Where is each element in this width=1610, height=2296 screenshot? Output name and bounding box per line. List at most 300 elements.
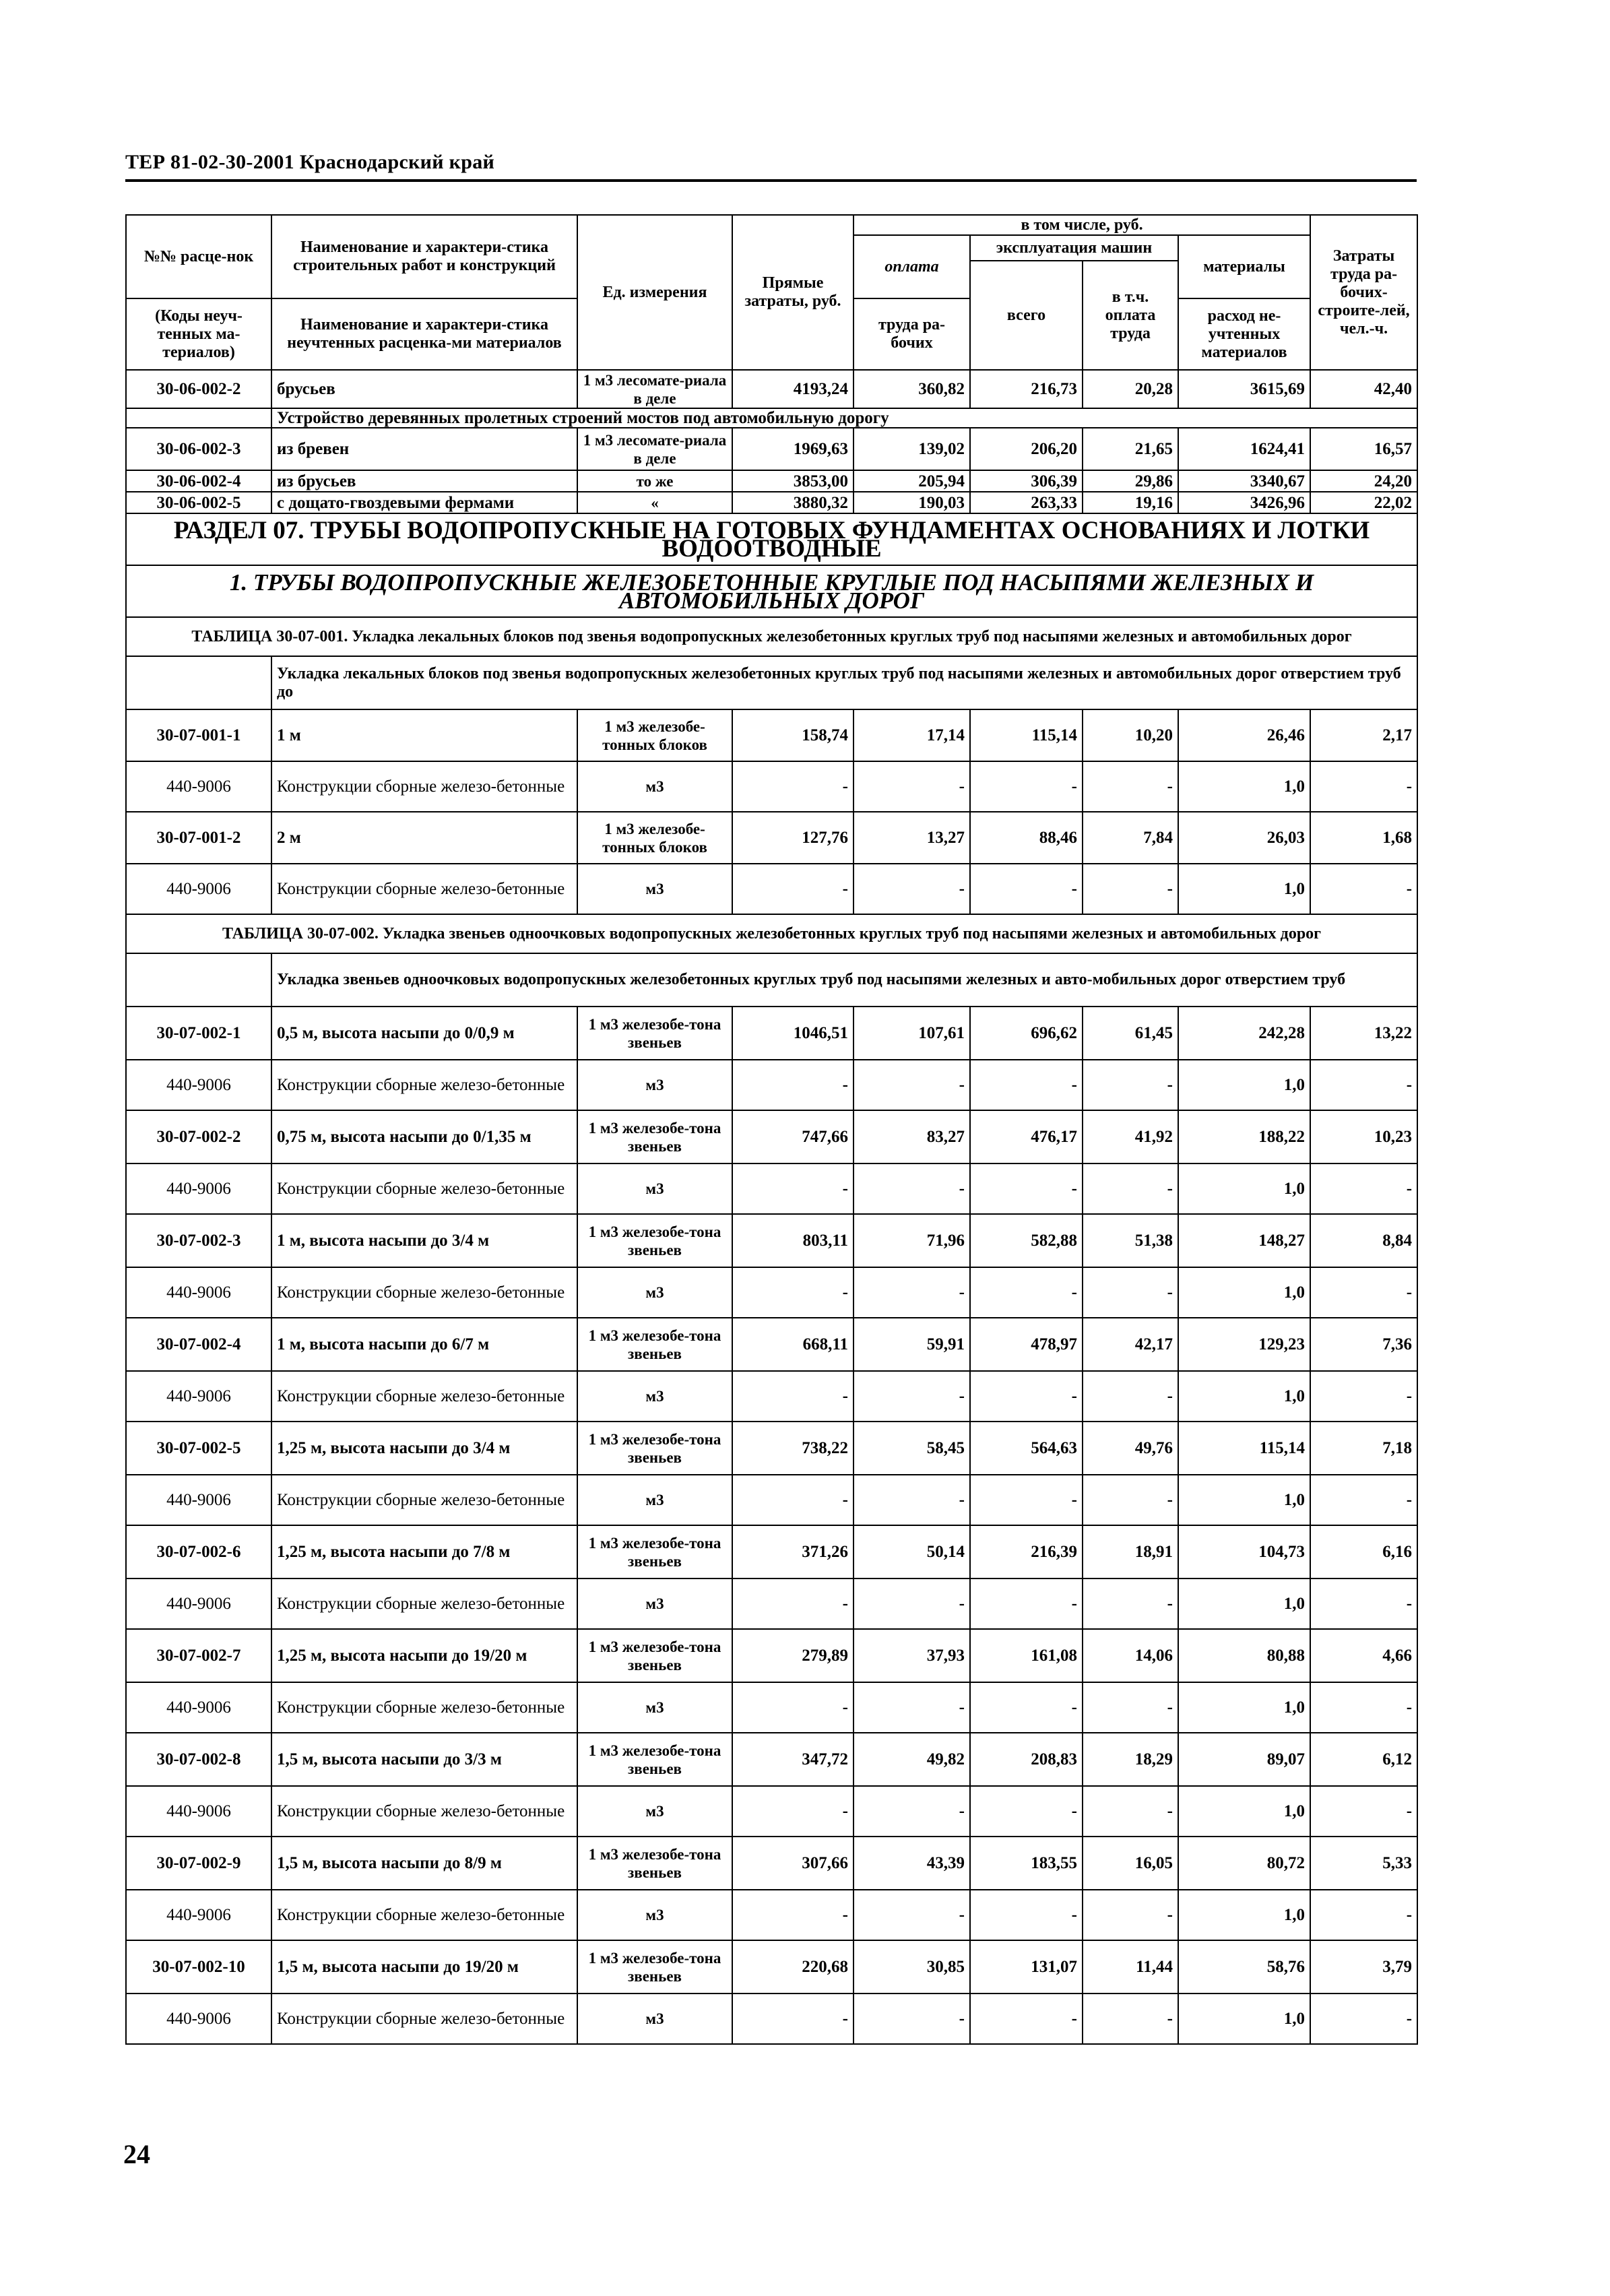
labor-pay: 37,93 <box>854 1629 970 1682</box>
unit: 1 м3 железобе-тонных блоков <box>577 709 732 761</box>
work-name: с дощато-гвоздевыми фермами <box>271 492 577 513</box>
direct-cost: - <box>732 1682 854 1733</box>
labor-hours: - <box>1310 1994 1417 2044</box>
table-row <box>126 1525 1417 1578</box>
machine-labor-pay: - <box>1083 1578 1178 1629</box>
labor-hours: 3,79 <box>1310 1940 1417 1994</box>
labor-pay: 190,03 <box>854 492 970 513</box>
head-labor: Затраты труда ра-бочих-строите-лей, чел.-ч. <box>1310 215 1417 370</box>
labor-pay: - <box>854 1163 970 1214</box>
direct-cost: - <box>732 1994 854 2044</box>
machine-cost: 183,55 <box>970 1837 1083 1890</box>
rate-code: 30-07-002-2 <box>126 1110 271 1163</box>
material-cost: 148,27 <box>1178 1214 1310 1267</box>
table-row <box>126 1110 1417 1163</box>
machine-labor-pay: - <box>1083 1371 1178 1422</box>
labor-hours: 10,23 <box>1310 1110 1417 1163</box>
machine-labor-pay: 19,16 <box>1083 492 1178 513</box>
machine-labor-pay: 42,17 <box>1083 1318 1178 1371</box>
machine-labor-pay: 10,20 <box>1083 709 1178 761</box>
work-name: 1,25 м, высота насыпи до 19/20 м <box>271 1629 577 1682</box>
unit: 1 м3 железобе-тона звеньев <box>577 1214 732 1267</box>
material-row <box>126 1371 1417 1422</box>
labor-hours: 6,16 <box>1310 1525 1417 1578</box>
material-row <box>126 1475 1417 1525</box>
material-cost: 26,03 <box>1178 812 1310 864</box>
labor-hours: - <box>1310 1163 1417 1214</box>
table-row <box>126 1940 1417 1994</box>
rate-code: 30-07-001-2 <box>126 812 271 864</box>
material-cost: 80,72 <box>1178 1837 1310 1890</box>
material-cost: 1,0 <box>1178 1371 1310 1422</box>
direct-cost: 371,26 <box>732 1525 854 1578</box>
material-unit: м3 <box>577 1371 732 1422</box>
machine-cost: 131,07 <box>970 1940 1083 1994</box>
rate-code: 30-07-002-3 <box>126 1214 271 1267</box>
material-cost: 1,0 <box>1178 1578 1310 1629</box>
blank-cell <box>126 408 271 428</box>
unit: « <box>577 492 732 513</box>
head-mach-labor: в т.ч. оплата труда <box>1083 261 1178 370</box>
material-code: 440-9006 <box>126 1994 271 2044</box>
material-cost: 188,22 <box>1178 1110 1310 1163</box>
direct-cost: 158,74 <box>732 709 854 761</box>
machine-cost: 696,62 <box>970 1007 1083 1060</box>
labor-hours: - <box>1310 1786 1417 1837</box>
labor-pay: - <box>854 1267 970 1318</box>
machine-cost: 161,08 <box>970 1629 1083 1682</box>
material-row <box>126 864 1417 914</box>
material-name: Конструкции сборные железо-бетонные <box>271 1371 577 1422</box>
head-pay-sub: труда ра-бочих <box>854 298 970 370</box>
material-cost: 1,0 <box>1178 1682 1310 1733</box>
unit: то же <box>577 470 732 492</box>
head-code: №№ расце-нок <box>126 215 271 298</box>
material-row <box>126 1267 1417 1318</box>
material-name: Конструкции сборные железо-бетонные <box>271 1994 577 2044</box>
machine-cost: 306,39 <box>970 470 1083 492</box>
head-mat-sub: расход не-учтенных материалов <box>1178 298 1310 370</box>
rate-code: 30-06-002-5 <box>126 492 271 513</box>
material-cost: 129,23 <box>1178 1318 1310 1371</box>
unit: 1 м3 железобе-тона звеньев <box>577 1733 732 1786</box>
machine-labor-pay: 14,06 <box>1083 1629 1178 1682</box>
labor-pay: 30,85 <box>854 1940 970 1994</box>
material-code: 440-9006 <box>126 1786 271 1837</box>
work-name: из бревен <box>271 428 577 470</box>
machine-labor-pay: - <box>1083 1267 1178 1318</box>
material-cost: 1,0 <box>1178 864 1310 914</box>
direct-cost: - <box>732 1890 854 1940</box>
material-name: Конструкции сборные железо-бетонные <box>271 1163 577 1214</box>
unit: 1 м3 железобе-тонных блоков <box>577 812 732 864</box>
labor-hours: - <box>1310 1267 1417 1318</box>
unit: 1 м3 железобе-тона звеньев <box>577 1318 732 1371</box>
work-name: 2 м <box>271 812 577 864</box>
material-cost: 115,14 <box>1178 1422 1310 1475</box>
material-unit: м3 <box>577 1994 732 2044</box>
material-unit: м3 <box>577 1475 732 1525</box>
material-cost: 58,76 <box>1178 1940 1310 1994</box>
machine-labor-pay: - <box>1083 864 1178 914</box>
rate-code: 30-07-002-4 <box>126 1318 271 1371</box>
work-name: 1,25 м, высота насыпи до 7/8 м <box>271 1525 577 1578</box>
machine-cost: - <box>970 1475 1083 1525</box>
material-code: 440-9006 <box>126 1578 271 1629</box>
table-desc <box>126 656 1417 709</box>
labor-hours: - <box>1310 761 1417 812</box>
labor-hours: 1,68 <box>1310 812 1417 864</box>
table-row <box>126 812 1417 864</box>
header-rule <box>125 179 1417 182</box>
direct-cost: - <box>732 1578 854 1629</box>
direct-cost: - <box>732 1371 854 1422</box>
work-name: 1,5 м, высота насыпи до 19/20 м <box>271 1940 577 1994</box>
labor-pay: - <box>854 1060 970 1110</box>
material-row <box>126 1786 1417 1837</box>
work-name: 1 м, высота насыпи до 3/4 м <box>271 1214 577 1267</box>
work-name: из брусьев <box>271 470 577 492</box>
machine-labor-pay: 61,45 <box>1083 1007 1178 1060</box>
machine-cost: - <box>970 1163 1083 1214</box>
machine-labor-pay: 20,28 <box>1083 370 1178 408</box>
rate-code: 30-07-002-6 <box>126 1525 271 1578</box>
labor-hours: - <box>1310 1060 1417 1110</box>
direct-cost: 4193,24 <box>732 370 854 408</box>
material-name: Конструкции сборные железо-бетонные <box>271 1267 577 1318</box>
material-cost: 1,0 <box>1178 1267 1310 1318</box>
work-name: 1,25 м, высота насыпи до 3/4 м <box>271 1422 577 1475</box>
labor-hours: - <box>1310 1890 1417 1940</box>
direct-cost: 803,11 <box>732 1214 854 1267</box>
machine-labor-pay: 7,84 <box>1083 812 1178 864</box>
material-cost: 1,0 <box>1178 1060 1310 1110</box>
table-desc <box>126 953 1417 1007</box>
labor-pay: - <box>854 1890 970 1940</box>
machine-cost: 478,97 <box>970 1318 1083 1371</box>
labor-pay: - <box>854 864 970 914</box>
labor-hours: 5,33 <box>1310 1837 1417 1890</box>
work-name: 1 м, высота насыпи до 6/7 м <box>271 1318 577 1371</box>
table-row <box>126 470 1417 492</box>
machine-cost: 115,14 <box>970 709 1083 761</box>
rate-code: 30-07-002-7 <box>126 1629 271 1682</box>
labor-pay: 139,02 <box>854 428 970 470</box>
labor-hours: - <box>1310 1475 1417 1525</box>
material-cost: 26,46 <box>1178 709 1310 761</box>
direct-cost: 347,72 <box>732 1733 854 1786</box>
machine-labor-pay: 11,44 <box>1083 1940 1178 1994</box>
material-unit: м3 <box>577 1786 732 1837</box>
direct-cost: - <box>732 1163 854 1214</box>
labor-pay: - <box>854 1682 970 1733</box>
material-row <box>126 1994 1417 2044</box>
direct-cost: 307,66 <box>732 1837 854 1890</box>
material-unit: м3 <box>577 1060 732 1110</box>
material-code: 440-9006 <box>126 761 271 812</box>
direct-cost: 220,68 <box>732 1940 854 1994</box>
machine-cost: - <box>970 761 1083 812</box>
labor-hours: 4,66 <box>1310 1629 1417 1682</box>
table-title <box>126 617 1417 656</box>
machine-labor-pay: - <box>1083 1682 1178 1733</box>
table-row <box>126 492 1417 513</box>
material-row <box>126 1890 1417 1940</box>
blank-cell <box>126 656 271 709</box>
section-title <box>126 513 1417 565</box>
table-row <box>126 1629 1417 1682</box>
rate-code: 30-07-002-5 <box>126 1422 271 1475</box>
machine-cost: 216,39 <box>970 1525 1083 1578</box>
machine-labor-pay: 29,86 <box>1083 470 1178 492</box>
table-title-text: ТАБЛИЦА 30-07-002. Укладка звеньев одноочковых водопропускных железобетонных круглых труб под насыпями железных и автомобильных дорог <box>126 914 1417 953</box>
head-mach-total: всего <box>970 261 1083 370</box>
material-name: Конструкции сборные железо-бетонные <box>271 1578 577 1629</box>
material-code: 440-9006 <box>126 1371 271 1422</box>
labor-hours: 6,12 <box>1310 1733 1417 1786</box>
head-name: Наименование и характери-стика строительных работ и конструкций <box>271 215 577 298</box>
rate-code: 30-07-002-9 <box>126 1837 271 1890</box>
machine-labor-pay: - <box>1083 1786 1178 1837</box>
rate-code: 30-07-002-1 <box>126 1007 271 1060</box>
direct-cost: - <box>732 1060 854 1110</box>
material-cost: 104,73 <box>1178 1525 1310 1578</box>
material-cost: 1,0 <box>1178 1994 1310 2044</box>
labor-hours: 22,02 <box>1310 492 1417 513</box>
head-incl: в том числе, руб. <box>854 215 1310 235</box>
running-title: ТЕР 81-02-30-2001 Краснодарский край <box>125 151 495 173</box>
table-body <box>126 215 1417 2044</box>
rate-code: 30-06-002-3 <box>126 428 271 470</box>
material-name: Конструкции сборные железо-бетонные <box>271 864 577 914</box>
machine-cost: - <box>970 1267 1083 1318</box>
direct-cost: - <box>732 864 854 914</box>
labor-hours: 13,22 <box>1310 1007 1417 1060</box>
machine-labor-pay: - <box>1083 761 1178 812</box>
table-row <box>126 370 1417 408</box>
labor-pay: 49,82 <box>854 1733 970 1786</box>
material-code: 440-9006 <box>126 1890 271 1940</box>
table-row <box>126 1007 1417 1060</box>
head-unit: Ед. измерения <box>577 215 732 370</box>
labor-hours: - <box>1310 1578 1417 1629</box>
rate-code: 30-07-001-1 <box>126 709 271 761</box>
machine-cost: 216,73 <box>970 370 1083 408</box>
subsection-title-text: 1. ТРУБЫ ВОДОПРОПУСКНЫЕ ЖЕЛЕЗОБЕТОННЫЕ КРУГЛЫЕ ПОД НАСЫПЯМИ ЖЕЛЕЗНЫХ И АВТОМОБИЛЬНЫХ ДОРОГ <box>126 565 1417 617</box>
labor-hours: 42,40 <box>1310 370 1417 408</box>
unit: 1 м3 железобе-тона звеньев <box>577 1525 732 1578</box>
material-name: Конструкции сборные железо-бетонные <box>271 761 577 812</box>
rate-code: 30-07-002-8 <box>126 1733 271 1786</box>
labor-pay: 13,27 <box>854 812 970 864</box>
page-number: 24 <box>123 2139 150 2169</box>
material-unit: м3 <box>577 1267 732 1318</box>
direct-cost: - <box>732 1786 854 1837</box>
head-pay: оплата <box>854 235 970 298</box>
blank-cell <box>126 953 271 1007</box>
labor-pay: 83,27 <box>854 1110 970 1163</box>
machine-cost: 564,63 <box>970 1422 1083 1475</box>
head-name-sub: Наименование и характери-стика неучтенных расценка-ми материалов <box>271 298 577 370</box>
machine-cost: - <box>970 864 1083 914</box>
machine-cost: - <box>970 1890 1083 1940</box>
section-title-text: РАЗДЕЛ 07. ТРУБЫ ВОДОПРОПУСКНЫЕ НА ГОТОВЫХ ФУНДАМЕНТАХ ОСНОВАНИЯХ И ЛОТКИ ВОДООТВОДНЫЕ <box>126 513 1417 565</box>
material-code: 440-9006 <box>126 864 271 914</box>
work-name: 1 м <box>271 709 577 761</box>
machine-cost: - <box>970 1786 1083 1837</box>
material-cost: 1,0 <box>1178 1890 1310 1940</box>
table-row <box>126 1733 1417 1786</box>
labor-pay: 205,94 <box>854 470 970 492</box>
direct-cost: 747,66 <box>732 1110 854 1163</box>
labor-pay: 71,96 <box>854 1214 970 1267</box>
caption-text: Устройство деревянных пролетных строений мостов под автомобильную дорогу <box>271 408 1417 428</box>
labor-pay: - <box>854 1371 970 1422</box>
direct-cost: 1046,51 <box>732 1007 854 1060</box>
machine-cost: 476,17 <box>970 1110 1083 1163</box>
machine-cost: - <box>970 1578 1083 1629</box>
direct-cost: 279,89 <box>732 1629 854 1682</box>
machine-labor-pay: 49,76 <box>1083 1422 1178 1475</box>
work-name: 1,5 м, высота насыпи до 3/3 м <box>271 1733 577 1786</box>
material-cost: 3340,67 <box>1178 470 1310 492</box>
labor-hours: 7,18 <box>1310 1422 1417 1475</box>
material-code: 440-9006 <box>126 1060 271 1110</box>
machine-cost: 208,83 <box>970 1733 1083 1786</box>
labor-hours: - <box>1310 1371 1417 1422</box>
header-row <box>126 215 1417 235</box>
material-code: 440-9006 <box>126 1267 271 1318</box>
table-row <box>126 1318 1417 1371</box>
labor-pay: - <box>854 1994 970 2044</box>
labor-hours: 7,36 <box>1310 1318 1417 1371</box>
labor-pay: 58,45 <box>854 1422 970 1475</box>
direct-cost: - <box>732 761 854 812</box>
material-code: 440-9006 <box>126 1475 271 1525</box>
rate-code: 30-06-002-4 <box>126 470 271 492</box>
material-cost: 242,28 <box>1178 1007 1310 1060</box>
labor-pay: - <box>854 761 970 812</box>
material-cost: 80,88 <box>1178 1629 1310 1682</box>
material-unit: м3 <box>577 1578 732 1629</box>
direct-cost: 738,22 <box>732 1422 854 1475</box>
material-unit: м3 <box>577 864 732 914</box>
material-cost: 1,0 <box>1178 1786 1310 1837</box>
labor-hours: 16,57 <box>1310 428 1417 470</box>
machine-labor-pay: - <box>1083 1163 1178 1214</box>
material-row <box>126 1163 1417 1214</box>
labor-hours: - <box>1310 1682 1417 1733</box>
labor-pay: - <box>854 1786 970 1837</box>
machine-cost: 582,88 <box>970 1214 1083 1267</box>
table-row <box>126 709 1417 761</box>
machine-labor-pay: - <box>1083 1060 1178 1110</box>
material-cost: 89,07 <box>1178 1733 1310 1786</box>
unit: 1 м3 железобе-тона звеньев <box>577 1940 732 1994</box>
unit: 1 м3 лесомате-риала в деле <box>577 428 732 470</box>
direct-cost: 1969,63 <box>732 428 854 470</box>
labor-pay: 59,91 <box>854 1318 970 1371</box>
subsection-title <box>126 565 1417 617</box>
head-mat: материалы <box>1178 235 1310 298</box>
table-row <box>126 1837 1417 1890</box>
machine-labor-pay: 21,65 <box>1083 428 1178 470</box>
labor-pay: 50,14 <box>854 1525 970 1578</box>
unit: 1 м3 железобе-тона звеньев <box>577 1629 732 1682</box>
machine-labor-pay: - <box>1083 1890 1178 1940</box>
work-name: 0,75 м, высота насыпи до 0/1,35 м <box>271 1110 577 1163</box>
head-code-sub: (Коды неуч-тенных ма-териалов) <box>126 298 271 370</box>
head-direct: Прямые затраты, руб. <box>732 215 854 370</box>
material-cost: 3426,96 <box>1178 492 1310 513</box>
material-unit: м3 <box>577 761 732 812</box>
machine-cost: 88,46 <box>970 812 1083 864</box>
direct-cost: - <box>732 1267 854 1318</box>
machine-labor-pay: 18,91 <box>1083 1525 1178 1578</box>
material-code: 440-9006 <box>126 1163 271 1214</box>
material-name: Конструкции сборные железо-бетонные <box>271 1060 577 1110</box>
labor-hours: 24,20 <box>1310 470 1417 492</box>
table-title <box>126 914 1417 953</box>
labor-hours: - <box>1310 864 1417 914</box>
material-unit: м3 <box>577 1163 732 1214</box>
machine-cost: - <box>970 1060 1083 1110</box>
material-name: Конструкции сборные железо-бетонные <box>271 1475 577 1525</box>
rate-code: 30-07-002-10 <box>126 1940 271 1994</box>
machine-cost: - <box>970 1994 1083 2044</box>
direct-cost: 668,11 <box>732 1318 854 1371</box>
labor-pay: - <box>854 1578 970 1629</box>
direct-cost: 127,76 <box>732 812 854 864</box>
machine-labor-pay: 16,05 <box>1083 1837 1178 1890</box>
unit: 1 м3 железобе-тона звеньев <box>577 1110 732 1163</box>
table-title-text: ТАБЛИЦА 30-07-001. Укладка лекальных блоков под звенья водопропускных железобетонных круглых труб под насыпями железных и автомобильных дорог <box>126 617 1417 656</box>
material-name: Конструкции сборные железо-бетонные <box>271 1890 577 1940</box>
machine-cost: 206,20 <box>970 428 1083 470</box>
unit: 1 м3 железобе-тона звеньев <box>577 1422 732 1475</box>
work-name: 0,5 м, высота насыпи до 0/0,9 м <box>271 1007 577 1060</box>
table-row <box>126 428 1417 470</box>
rate-code: 30-06-002-2 <box>126 370 271 408</box>
material-unit: м3 <box>577 1890 732 1940</box>
caption-row <box>126 408 1417 428</box>
material-name: Конструкции сборные железо-бетонные <box>271 1786 577 1837</box>
material-cost: 1,0 <box>1178 1475 1310 1525</box>
material-cost: 1,0 <box>1178 761 1310 812</box>
unit: 1 м3 лесомате-риала в деле <box>577 370 732 408</box>
head-mach: эксплуатация машин <box>970 235 1178 261</box>
labor-pay: 17,14 <box>854 709 970 761</box>
machine-cost: - <box>970 1682 1083 1733</box>
machine-labor-pay: 51,38 <box>1083 1214 1178 1267</box>
direct-cost: 3880,32 <box>732 492 854 513</box>
labor-pay: 360,82 <box>854 370 970 408</box>
work-name: 1,5 м, высота насыпи до 8/9 м <box>271 1837 577 1890</box>
rates-table <box>125 214 1418 2045</box>
labor-pay: 43,39 <box>854 1837 970 1890</box>
material-cost: 1,0 <box>1178 1163 1310 1214</box>
labor-hours: 2,17 <box>1310 709 1417 761</box>
labor-pay: 107,61 <box>854 1007 970 1060</box>
material-unit: м3 <box>577 1682 732 1733</box>
work-name: брусьев <box>271 370 577 408</box>
material-row <box>126 1578 1417 1629</box>
machine-cost: 263,33 <box>970 492 1083 513</box>
table-desc-text: Укладка звеньев одноочковых водопропускных железобетонных круглых труб под насыпями железных и авто-мобильных дорог отверстием труб <box>271 953 1417 1007</box>
direct-cost: 3853,00 <box>732 470 854 492</box>
table-desc-text: Укладка лекальных блоков под звенья водопропускных железобетонных круглых труб под насыпями железных и автомобильных дорог отверстием труб до <box>271 656 1417 709</box>
unit: 1 м3 железобе-тона звеньев <box>577 1837 732 1890</box>
